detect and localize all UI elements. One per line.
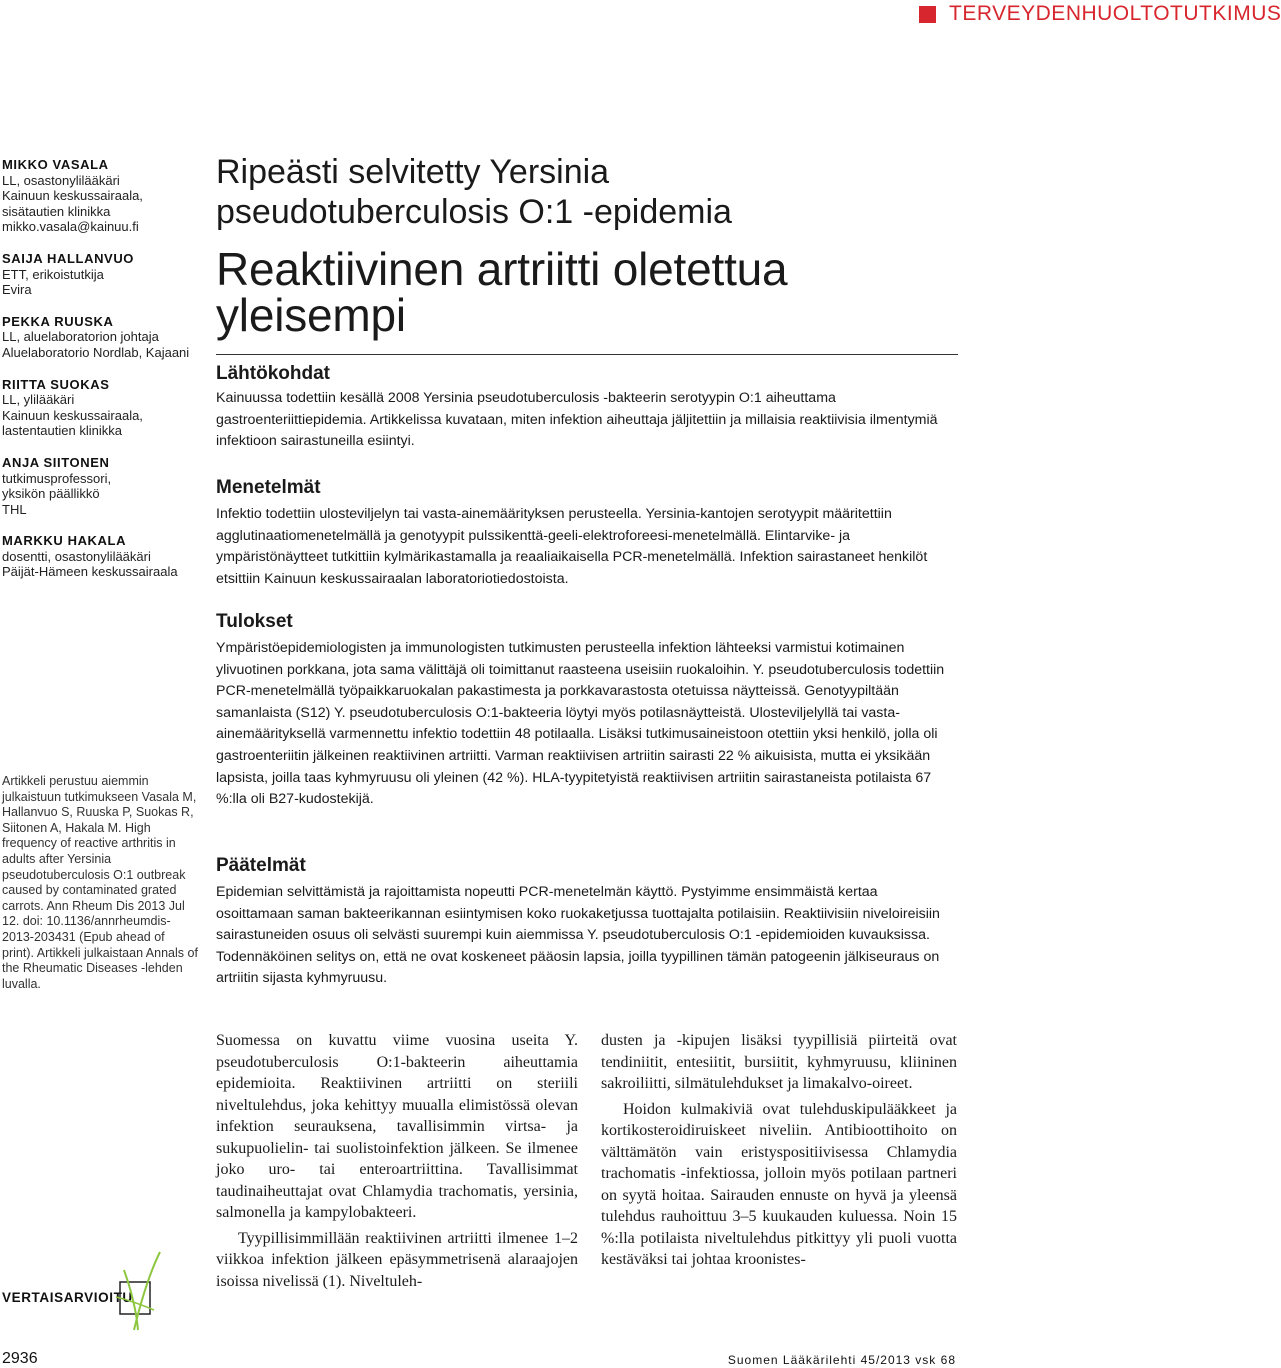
author-block <box>2 251 192 298</box>
pre-title-line2: pseudotuberculosis O:1 -epidemia <box>216 193 732 231</box>
source-note: Artikkeli perustuu aiemmin julkaistuun tutkimukseen Vasala M, Hallanvuo S, Ruuska P, Suokas R, Siitonen A, Hakala M. High frequency of reactive arthritis in adults after Yersinia pseudotuberculosis O:1 outbreak caused by contaminated grated carrots. Ann Rheum Dis 2013 Jul 12. doi: 10.1136/annrheumdis-2013-203431 (Epub ahead of print). Artikkeli julkaistaan Annals of the Rheumatic Diseases -lehden luvalla. <box>2 774 198 991</box>
section-heading: Lähtökohdat <box>216 363 330 384</box>
section-text: Infektio todettiin ulosteviljelyn tai vasta-ainemäärityksen perusteella. Yersinia-kantojen serotyypit määritettiin agglutinaatiomenetelmällä ja genotyypit pulssikenttä-geeli-elektroforeesi-menetelmällä. Elintarvike- ja ympäristönäytteet tutkittiin kylmärikastamalla ja reaaliaikaisella PCR-menetelmällä. Infektion sairastaneet henkilöt etsittiin Kainuun keskussairaalan laboratoriotiedostoista. <box>216 506 928 587</box>
article-title <box>216 243 958 341</box>
section-title: TERVEYDENHUOLTOTUTKIMUS <box>949 2 1281 25</box>
article-title-line1: Reaktiivinen artriitti oletettua <box>216 243 788 295</box>
section-paatelmat <box>216 854 958 990</box>
author-name: PEKKA RUUSKA <box>2 313 114 329</box>
section-text: Ympäristöepidemiologisten ja immunologisten tutkimusten perusteella infektion lähteeksi varmistui kotimainen ylivuotinen porkkana, jota sama välittäjä oli toimittanut raasteena useisiin ruokaloihin. Y. pseudotuberculosis todettiin PCR-menetelmällä työpaikkaruokalan pakastimesta ja porkkavarastosta otetuissa näytteissä. Genotyypiltään samanlaista (S12) Y. pseudotuberculosis O:1-bakteeria löytyi myös potilasnäytteistä. Ulosteviljelyllä tai vasta-ainemäärityksellä varmennettu infektio todettiin 48 potilaalla. Lisäksi tutkimusaineistoon otettiin yksi henkilö, jolla oli gastroenteriitin jälkeinen reaktiivinen artriitti. Varman reaktiivisen artriitin sairasti 22 % aikuisista, mutta ei yksikään lapsista, joilla taas kyhmyruusu oli yleinen (42 %). HLA-tyypitetyistä reaktiivisen artriitin sairastaneista potilaista 67 %:lla oli B27-kudostekijä. <box>216 640 945 808</box>
author-affiliation-line: Evira <box>2 282 32 298</box>
abstract-area <box>216 152 958 987</box>
section-heading: Menetelmät <box>216 477 321 498</box>
author-affiliation-line: Aluelaboratorio Nordlab, Kajaani <box>2 344 190 360</box>
section-tulokset <box>216 610 958 811</box>
body-column-2 <box>601 1030 957 1271</box>
author-name: MARKKU HAKALA <box>2 533 127 549</box>
author-name: ANJA SIITONEN <box>2 454 110 470</box>
article-title-line2: yleisempi <box>216 289 406 341</box>
author-affiliation-line: dosentti, osastonylilääkäri <box>2 548 151 564</box>
section-text: Epidemian selvittämistä ja rajoittamista nopeutti PCR-menetelmän käyttö. Pystyimme ensimmäistä kertaa osoittamaan saman bakteerikannan esiintymisen koko ruokaketjussa tuottajalta potilaisiin. Reaktiivisiin niveloireisiin sairastuneiden osuus oli selvästi suurempi kuin aiemmissa Y. pseudotuberculosis O:1 -epidemioiden kuvauksissa. Todennäköinen selitys on, että ne ovat koskeneet pääosin lapsia, joilla tyypillinen tämän patogeenin jälkiseuraus on artriitin sijasta kyhmyruusu. <box>216 884 940 987</box>
author-affiliation-line: mikko.vasala@kainuu.fi <box>2 219 139 235</box>
body-paragraph: Tyypillisimmillään reaktiivinen artriitti ilmenee 1–2 viikkoa infektion jälkeen epäsymmetrisenä alaraajojen isoissa nivelissä (1). Niveltuleh- <box>216 1229 578 1290</box>
author-affiliation-line: lastentautien klinikka <box>2 423 122 439</box>
pre-title-line1: Ripeästi selvitetty Yersinia <box>216 153 610 191</box>
body-column-1 <box>216 1030 578 1292</box>
body-paragraph: Suomessa on kuvattu viime vuosina useita Y. pseudotuberculosis O:1-bakteerin aiheuttamia epidemioita. Reaktiivinen artriitti on steriili niveltulehdus, joka kehittyy muualla elimistössä olevan infektion seurauksena, tavallisimmin virtsa- ja sukupuolielin- tai suolistoinfektion jälkeen. Se ilmenee joko uro- tai enteroartriittina. Tavallisimmat taudinaiheuttajat ovat Chlamydia trachomatis, yersinia, salmonella ja kampylobakteeri. <box>216 1032 578 1221</box>
section-menetelmat <box>216 476 958 590</box>
author-affiliation-line: THL <box>2 501 27 517</box>
author-block <box>2 455 192 517</box>
author-list <box>2 157 192 596</box>
section-heading: Tulokset <box>216 611 293 632</box>
author-affiliation-line: ETT, erikoistutkija <box>2 266 104 282</box>
body-paragraph: dusten ja -kipujen lisäksi tyypillisiä piirteitä ovat tendiniitit, entesiitit, bursiitit, kyhmyruusu, kliininen sakroiliitti, silmätulehdukset ja limakalvo-oireet. <box>601 1032 957 1092</box>
author-affiliation-line: LL, aluelaboratorion johtaja <box>2 329 159 345</box>
body-paragraph: Hoidon kulmakiviä ovat tulehduskipulääkkeet ja kortikosteroidiruiskeet niveliin. Antibioottihoito on välttämätön vain eristyspositiivisessa Chlamydia trachomatis -infektiossa, jolloin myös potilaan partneri on syytä hoitaa. Sairauden ennuste on hyvä ja yleensä tulehdus rauhoittuu 3–5 kuukauden kuluessa. Noin 15 %:lla potilaista niveltulehdus pitkittyy yli puoli vuotta kestäväksi tai johtaa kroonistes- <box>601 1100 957 1268</box>
author-name: SAIJA HALLANVUO <box>2 250 135 266</box>
author-block <box>2 377 192 439</box>
author-affiliation-line: yksikön päällikkö <box>2 486 100 502</box>
author-affiliation-line: Kainuun keskussairaala, <box>2 407 143 423</box>
peer-review-label: VERTAISARVIOITU <box>2 1290 133 1305</box>
author-block <box>2 157 192 235</box>
title-divider <box>216 354 958 355</box>
author-affiliation-line: Päijät-Hämeen keskussairaala <box>2 564 178 580</box>
author-block <box>2 533 192 580</box>
pre-title <box>216 152 958 232</box>
peer-review-check-icon <box>110 1252 170 1332</box>
author-block <box>2 314 192 361</box>
author-name: RIITTA SUOKAS <box>2 376 110 392</box>
author-affiliation-line: Kainuun keskussairaala, <box>2 188 143 204</box>
section-lahtokohdat <box>216 362 958 453</box>
author-affiliation-line: sisätautien klinikka <box>2 203 111 219</box>
author-affiliation-line: LL, osastonylilääkäri <box>2 172 120 188</box>
section-text: Kainuussa todettiin kesällä 2008 Yersinia pseudotuberculosis -bakteerin serotyypin O:1 aiheuttama gastroenteriittiepidemia. Artikkelissa kuvataan, miten infektion aiheuttaja jäljitettiin ja millaisia reaktiivisia ilmentymiä infektioon sairastuneilla esiintyi. <box>216 390 938 450</box>
section-heading: Päätelmät <box>216 855 306 876</box>
author-affiliation-line: tutkimusprofessori, <box>2 470 112 486</box>
author-affiliation-line: LL, ylilääkäri <box>2 392 75 408</box>
page-number: 2936 <box>2 1350 38 1367</box>
journal-info: Suomen Lääkärilehti 45/2013 vsk 68 <box>727 1353 956 1367</box>
author-name: MIKKO VASALA <box>2 157 109 172</box>
section-marker-square <box>919 6 936 23</box>
